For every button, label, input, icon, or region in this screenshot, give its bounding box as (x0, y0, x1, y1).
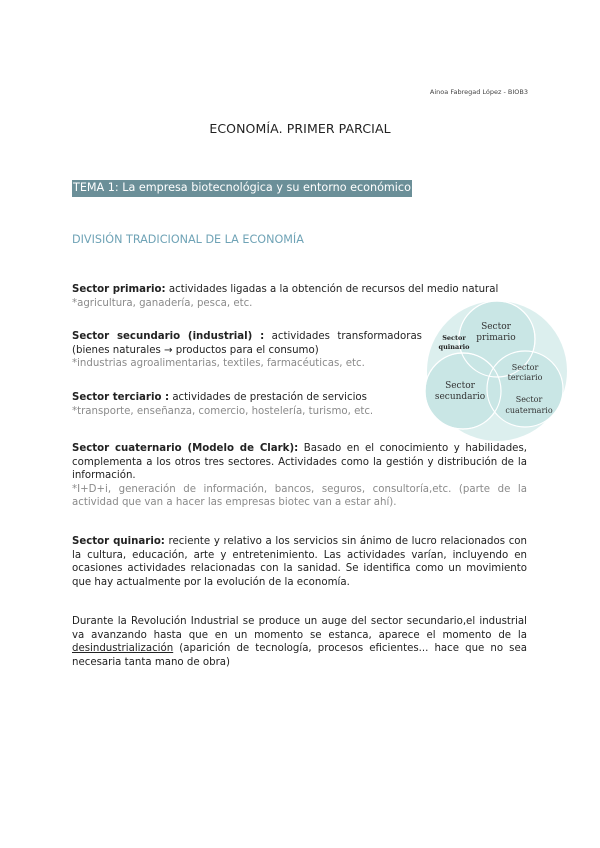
sector-terciario-label: Sector terciario : (72, 392, 170, 403)
secundario-label-line2: secundario (434, 392, 486, 402)
cuaternario-label-line2: cuaternario (505, 406, 553, 415)
tema-heading: TEMA 1: La empresa biotecnológica y su entorno económico (72, 180, 412, 197)
sector-primario-note: *agricultura, ganadería, pesca, etc. (72, 297, 253, 309)
primario-label-line1: Sector (481, 322, 511, 332)
revolucion-text-before: Durante la Revolución Industrial se produce un auge del sector secundario,el industrial va avanzando hasta que en un momento se estanca, aparece el momento de la (72, 616, 527, 641)
revolucion-text-after: (aparición de tecnología, procesos eficientes... hace que no sea necesaria tanta mano de obra) (72, 643, 527, 668)
sector-terciario-block (72, 391, 422, 418)
terciario-label-line2: terciario (507, 373, 543, 382)
sector-secundario-text: actividades transformadoras (bienes naturales → productos para el consumo) (72, 331, 422, 356)
sector-secundario-note: *industrias agroalimentarias, textiles, farmacéuticas, etc. (72, 358, 365, 369)
sector-cuaternario-text: Basado en el conocimiento y habilidades, complementa a los otros tres sectores. Actividades como la gestión y distribución de la información. (72, 443, 527, 481)
page-title: ECONOMÍA. PRIMER PARCIAL (209, 121, 391, 136)
sector-terciario-note: *transporte, enseñanza, comercio, hostelería, turismo, etc. (72, 405, 374, 417)
author-line: Ainoa Fabregad López - BIOB3 (429, 88, 528, 96)
terciario-label-line1: Sector (511, 363, 539, 372)
sector-secundario-label: Sector secundario (industrial) : (72, 331, 265, 342)
sector-secundario-block (72, 330, 422, 371)
sector-cuaternario-note: *I+D+i, generación de información, bancos, seguros, consultoría,etc. (parte de la actividad que van a hacer las empresas biotec van a estar ahí). (72, 483, 527, 508)
sectors-venn-diagram (425, 297, 570, 447)
sector-cuaternario-block (72, 442, 527, 510)
sector-quinario-block (72, 535, 527, 589)
sector-quinario-text: reciente y relativo a los servicios sin ánimo de lucro relacionados con la cultura, educación, arte y entretenimiento. Las actividades varían, incluyendo en ocasiones actividades relacionadas con la sanidad. Se identifica como un movimiento que hay actualmente por la evolución de la economía. (72, 536, 527, 588)
sector-cuaternario-label: Sector cuaternario (Modelo de Clark): (72, 443, 299, 454)
desindustrializacion-term: desindustrialización (72, 643, 174, 654)
cuaternario-label-line1: Sector (515, 395, 543, 404)
primario-label-line2: primario (476, 333, 516, 343)
secundario-label-line1: Sector (445, 381, 475, 391)
quinario-label-line1: Sector (442, 334, 466, 342)
revolucion-paragraph (72, 615, 527, 669)
quinario-label-line2: quinario (438, 343, 470, 351)
sector-primario-label: Sector primario: (72, 284, 166, 295)
sector-terciario-text: actividades de prestación de servicios (169, 392, 367, 403)
division-heading: DIVISIÓN TRADICIONAL DE LA ECONOMÍA (72, 233, 304, 246)
sector-primario-text: actividades ligadas a la obtención de recursos del medio natural (165, 284, 499, 295)
sector-quinario-label: Sector quinario: (72, 536, 165, 547)
